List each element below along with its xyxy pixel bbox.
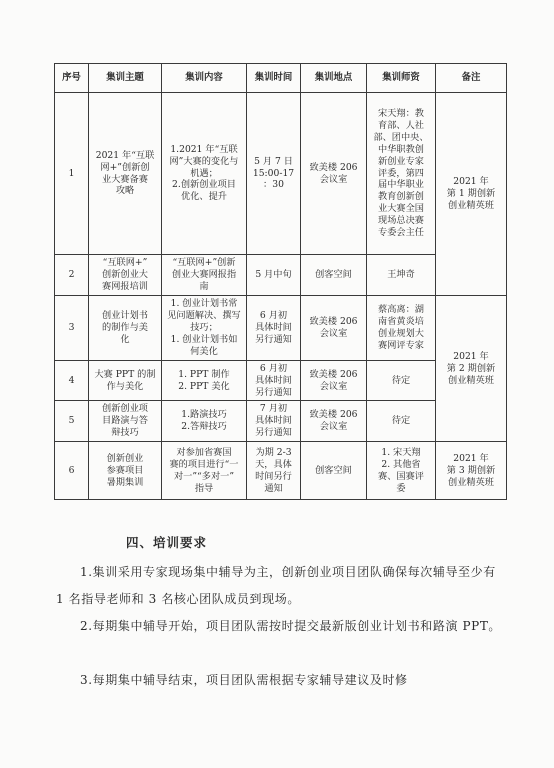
content-cell-line: 2.答辩技巧 [181, 421, 227, 433]
row-number-cell: 3 [55, 295, 89, 360]
time-cell-line: 另行通知 [255, 427, 292, 439]
place-cell-line: 致美楼 206 [309, 368, 358, 380]
topic-cell [89, 255, 162, 296]
topic-cell-line: 攻略 [115, 185, 135, 197]
teacher-cell [367, 93, 436, 255]
teacher-cell-line: 专委会主任 [378, 227, 424, 239]
place-cell [301, 442, 367, 500]
teacher-cell [367, 360, 436, 401]
time-cell-line: ：30 [263, 179, 284, 191]
note-cell-line: 创业精英班 [448, 199, 494, 211]
time-cell-line: 5 月 7 日 [254, 155, 293, 167]
header-cell: 序号 [55, 64, 89, 93]
time-cell-line: 通知 [264, 482, 283, 494]
topic-cell-line: 创新创业 [106, 452, 144, 464]
time-cell-line: 6 月初 [259, 362, 288, 374]
topic-cell-line: 作与美化 [106, 380, 144, 392]
content-cell-line: 1.2021 年“互联 [170, 143, 238, 155]
note-cell [436, 442, 507, 500]
place-cell-line: 致美楼 206 [309, 409, 358, 421]
topic-cell-line: 辩技巧 [111, 427, 139, 439]
topic-cell [89, 442, 162, 500]
topic-cell-line: 网+”创新创 [100, 161, 150, 173]
topic-cell-line: 目路演与答 [102, 415, 148, 427]
header-cell: 集训时间 [247, 64, 301, 93]
time-cell [247, 401, 301, 442]
place-cell-line: 会议室 [319, 421, 348, 433]
topic-cell-line: 赛网报培训 [102, 280, 148, 292]
table-row [55, 93, 507, 255]
content-cell [162, 401, 247, 442]
content-cell-line: 见问题解决、撰写 [167, 309, 241, 321]
teacher-cell [367, 295, 436, 360]
teacher-cell [367, 401, 436, 442]
requirement-paragraph: 3.每期集中辅导结束，项目团队需根据专家辅导建议及时修 [80, 673, 408, 687]
content-cell [162, 93, 247, 255]
teacher-cell-line: 赛网评专家 [378, 339, 424, 351]
teacher-cell-line: 待定 [391, 374, 411, 386]
teacher-cell-line: 待定 [391, 415, 411, 427]
place-cell-line: 致美楼 206 [309, 315, 358, 327]
teacher-cell-line: 委 [396, 482, 406, 494]
header-cell: 集训内容 [162, 64, 247, 93]
content-cell-line: 技巧； [190, 321, 218, 333]
teacher-cell-line: 2. 其他省 [381, 458, 421, 470]
teacher-cell-line: 赛、国赛评 [378, 470, 424, 482]
content-cell-line: 2. PPT 美化 [178, 380, 230, 392]
teacher-cell-line: 届中华职业 [378, 179, 424, 191]
topic-cell-line: 参赛项目 [106, 464, 144, 476]
time-cell-line: 天，具体 [255, 458, 292, 470]
place-cell-line: 会议室 [319, 327, 348, 339]
place-cell [301, 401, 367, 442]
time-cell [247, 255, 301, 296]
topic-cell-line: 大赛 PPT 的制 [94, 368, 156, 380]
time-cell-line: 具体时间 [255, 374, 292, 386]
note-cell-line: 2021 年 [453, 350, 489, 362]
note-cell-line: 第 1 期创新 [446, 187, 496, 199]
time-cell-line: 5 月中旬 [255, 268, 292, 280]
topic-cell-line: “互联网+” [102, 257, 148, 268]
time-cell-line: 6 月初 [259, 309, 288, 321]
place-cell-line: 创客空间 [315, 464, 352, 476]
place-cell-line: 致美楼 206 [309, 161, 358, 173]
content-cell-line: 指导 [194, 482, 214, 494]
time-cell-line: 另行通知 [255, 333, 292, 345]
content-cell-line: 1. 创业计划书如 [170, 333, 238, 345]
table-row [55, 442, 507, 500]
content-cell [162, 255, 247, 296]
note-cell-line: 第 3 期创新 [446, 464, 496, 476]
place-cell-line: 会议室 [319, 173, 348, 185]
content-cell-line: 优化、提升 [181, 191, 227, 203]
time-cell [247, 360, 301, 401]
content-cell-line: 1. PPT 制作 [178, 368, 230, 380]
content-cell-line: 1. 创业计划书常 [170, 297, 238, 309]
time-cell-line: 7 月初 [259, 403, 288, 415]
teacher-cell-line: 部、团中央、 [373, 131, 429, 143]
topic-cell-line: 2021 年“互联 [95, 149, 155, 161]
note-cell-line: 第 2 期创新 [446, 362, 496, 374]
header-cell: 集训主题 [89, 64, 162, 93]
teacher-cell-line: 南省黄炎培 [378, 315, 424, 327]
content-cell-line: 1.路演技巧 [181, 409, 227, 421]
note-cell [436, 93, 507, 296]
content-cell [162, 442, 247, 500]
place-cell-line: 会议室 [319, 380, 348, 392]
topic-cell [89, 401, 162, 442]
teacher-cell-line: 教育创新创 [378, 191, 424, 203]
note-cell-line: 2021 年 [453, 176, 489, 187]
teacher-cell [367, 442, 436, 500]
content-cell-line: 对参加省赛国 [176, 446, 232, 458]
time-cell-line: 具体时间 [255, 321, 292, 333]
topic-cell-line: 业大赛备赛 [102, 173, 148, 185]
content-cell [162, 360, 247, 401]
content-cell-line: 南 [199, 280, 209, 292]
header-cell: 备注 [436, 64, 507, 93]
time-cell-line: 另行通知 [255, 386, 292, 398]
row-number-cell: 2 [55, 255, 89, 296]
teacher-cell-line: 创业规划大 [378, 327, 424, 339]
content-cell-line: 对一”“多对一” [173, 470, 235, 482]
topic-cell-line: 创新创业大 [102, 268, 148, 280]
time-cell-line: 时间另行 [255, 470, 292, 482]
note-cell-line: 2021 年 [453, 452, 489, 464]
time-cell-line: 为期 2-3 [255, 446, 292, 458]
time-cell-line: 15:00-17 [252, 167, 295, 179]
note-cell-line: 创业精英班 [448, 476, 494, 488]
time-cell [247, 442, 301, 500]
content-cell-line: “互联网+”创新 [172, 257, 236, 268]
requirement-paragraph: 2.每期集中辅导开始，项目团队需按时提交最新版创业计划书和路演 PPT。 [80, 619, 502, 633]
content-cell-line: 机遇； [190, 167, 218, 179]
topic-cell [89, 360, 162, 401]
content-cell-line: 2.创新创业项目 [172, 179, 236, 191]
place-cell [301, 255, 367, 296]
teacher-cell-line: 1. 宋天翔 [381, 446, 421, 458]
table-header-row [55, 64, 507, 93]
place-cell [301, 93, 367, 255]
requirement-paragraph: 1.集训采用专家现场集中辅导为主，创新创业项目团队确保每次辅导至少有 1 名指导老师和 3 名核心团队成员到现场。 [56, 565, 496, 606]
place-cell-line: 创客空间 [315, 268, 352, 280]
teacher-cell-line: 蔡高离：湖 [378, 303, 424, 315]
time-cell [247, 295, 301, 360]
time-cell-line: 具体时间 [255, 415, 292, 427]
teacher-cell-line: 现场总决赛 [378, 215, 424, 227]
time-cell [247, 93, 301, 255]
teacher-cell-line: 育部、人社 [378, 119, 424, 131]
row-number-cell: 6 [55, 442, 89, 500]
place-cell [301, 295, 367, 360]
note-cell-line: 创业精英班 [448, 374, 494, 386]
content-cell [162, 295, 247, 360]
teacher-cell-line: 业大赛全国 [378, 203, 424, 215]
note-cell [436, 295, 507, 441]
header-cell: 集训师资 [367, 64, 436, 93]
content-cell-line: 创业大赛网报指 [171, 268, 237, 280]
table-row [55, 295, 507, 360]
content-cell-line: 何美化 [190, 345, 218, 357]
content-cell-line: 网”大赛的变化与 [169, 155, 239, 167]
teacher-cell-line: 评委，第四 [378, 167, 424, 179]
topic-cell-line: 的制作与美 [102, 321, 148, 333]
row-number-cell: 1 [55, 93, 89, 255]
teacher-cell-line: 新创业专家 [378, 155, 424, 167]
topic-cell-line: 化 [120, 333, 130, 345]
teacher-cell-line: 中华职教创 [378, 143, 424, 155]
topic-cell-line: 创业计划书 [102, 309, 148, 321]
teacher-cell [367, 255, 436, 296]
place-cell [301, 360, 367, 401]
section-title: 四、培训要求 [126, 535, 208, 550]
teacher-cell-line: 宋天翔：教 [378, 107, 424, 119]
topic-cell [89, 295, 162, 360]
teacher-cell-line: 王坤奇 [387, 268, 415, 280]
topic-cell-line: 暑期集训 [106, 476, 144, 488]
header-cell: 集训地点 [301, 64, 367, 93]
content-cell-line: 赛的项目进行“一 [169, 458, 239, 470]
training-schedule-table [54, 63, 507, 500]
row-number-cell: 4 [55, 360, 89, 401]
row-number-cell: 5 [55, 401, 89, 442]
topic-cell [89, 93, 162, 255]
topic-cell-line: 创新创业项 [102, 403, 148, 415]
